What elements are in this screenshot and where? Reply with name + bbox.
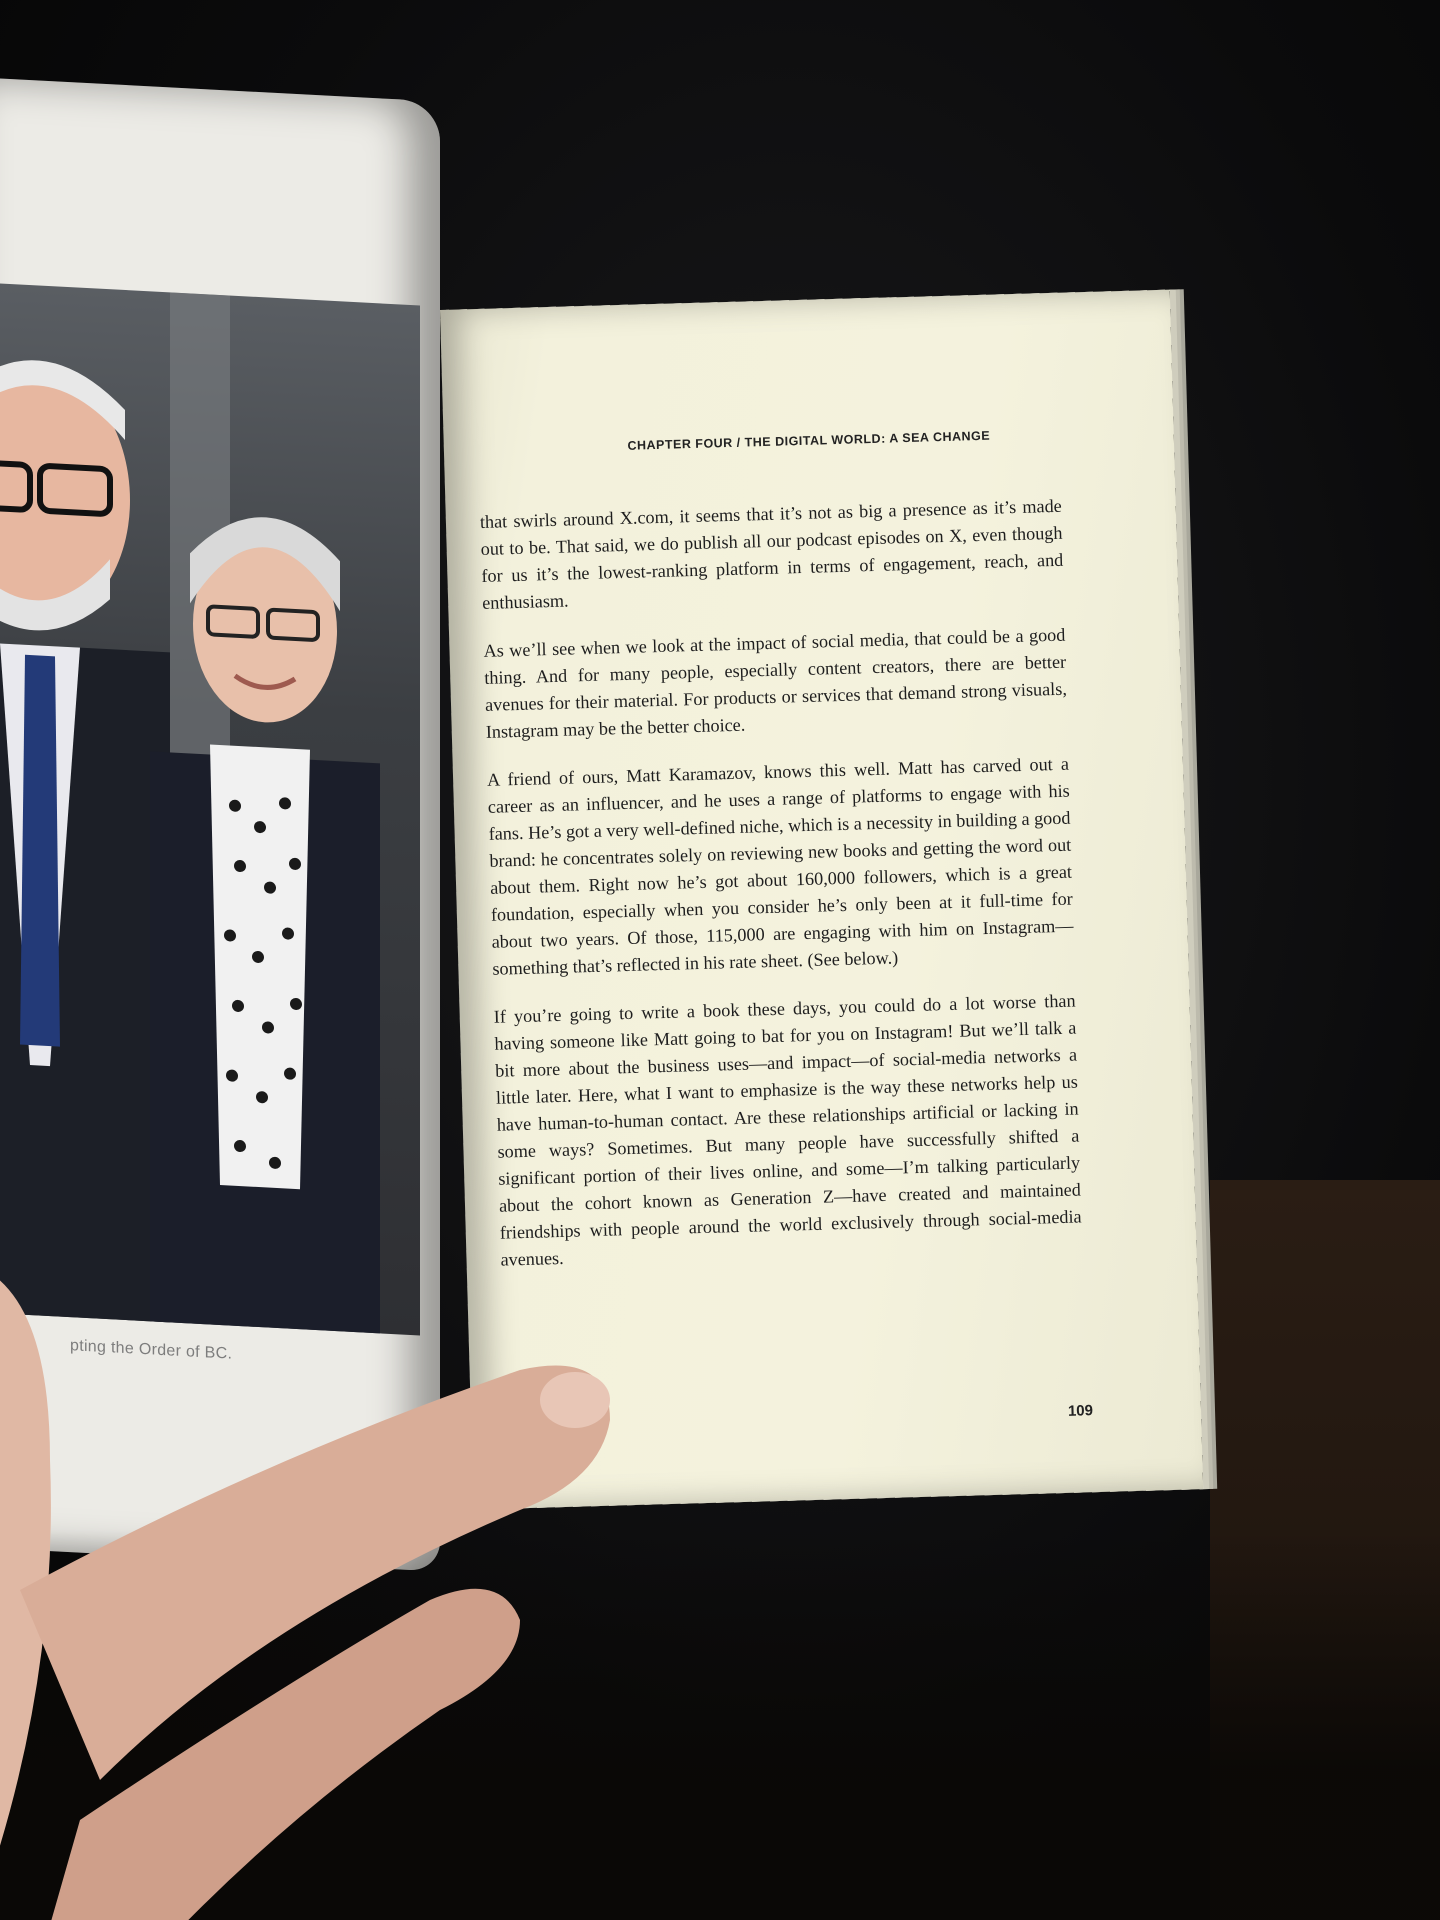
paragraph: that swirls around X.com, it seems that it’s not as big a presence as it’s made out to be. That said, we do publish all our podcast episodes on X, even though for us it’s the lowest-ranking platform in terms of engagement, reach, and enthusiasm. — [479, 495, 1064, 613]
man-figure — [0, 340, 170, 1332]
photograph — [0, 283, 420, 1335]
body-text — [480, 493, 1084, 1295]
page-number: 109 — [1067, 1402, 1094, 1420]
paragraph: If you’re going to write a book these days, you could do a lot worse than having someone like Matt going to bat for you on Instagram! But we’ll talk a bit more about the business uses—and impact—of social-media networks a little later. Here, what I want to emphasize is the way these networks help us have human-to-human contact. Are these relationships artificial or lacking in some ways? Sometimes. But many people have successfully shifted a significant portion of their lives online, and some—I’m talking particularly about the cohort known as Generation Z—have created and maintained friendships with people around the world exclusively through social-media avenues. — [493, 990, 1082, 1270]
running-head: CHAPTER FOUR / THE DIGITAL WORLD: A SEA CHANGE — [627, 428, 991, 453]
paragraph: As we’ll see when we look at the impact of social media, that could be a good thing. And for many people, especially content creators, there are better avenues for their material. For products or services that demand strong visuals, Instagram may be the better choice. — [483, 624, 1068, 742]
woman-figure — [150, 481, 380, 1335]
photo-caption: pting the Order of BC. — [70, 1337, 233, 1363]
paragraph: A friend of ours, Matt Karamazov, knows this well. Matt has carved out a career as an influencer, and he uses a range of platforms to engage with his fans. He’s got a very well-defined niche, which is a necessity in building a good brand: he concentrates solely on reviewing new books and getting the word out about them. Right now he’s got about 160,000 followers, which is a great foundation, especially when you consider he’s only been at it full-time for about two years. Of those, 115,000 are engaging with him on Instagram—something that’s reflected in his rate sheet. (See below.) — [486, 753, 1074, 979]
hand — [0, 1260, 780, 1920]
